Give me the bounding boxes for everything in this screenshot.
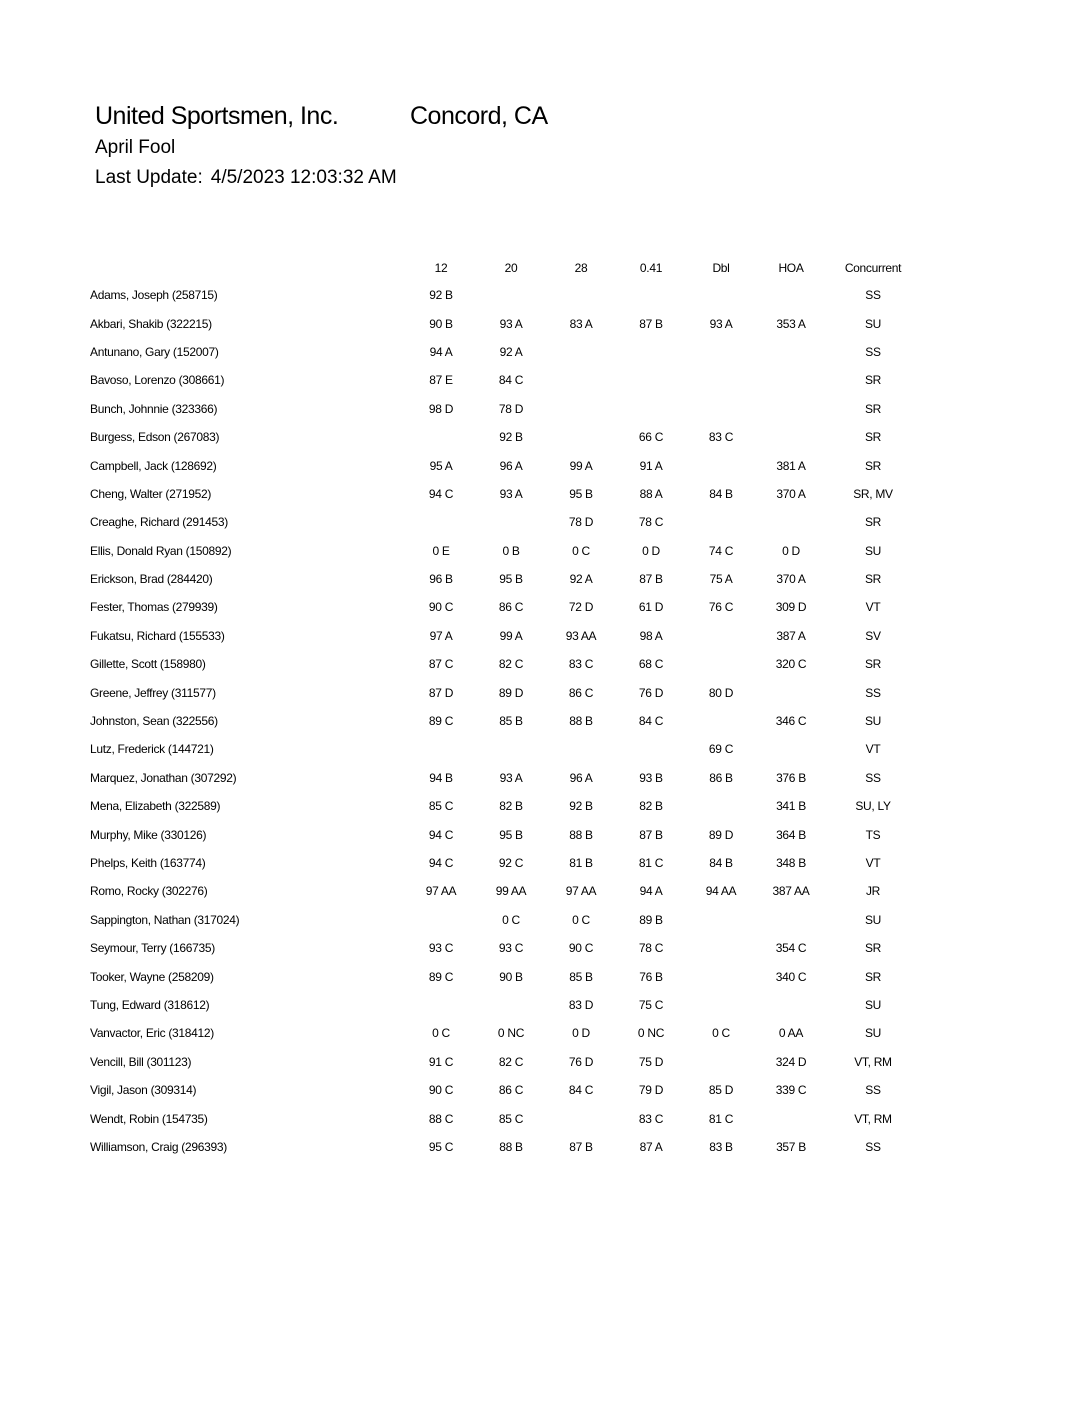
score-20-cell: 93 A	[499, 770, 523, 785]
concurrent-cell: TS	[865, 827, 881, 842]
score-hoa-cell	[756, 281, 826, 309]
table-row	[90, 451, 920, 479]
score-20-cell: 92 C	[498, 856, 524, 870]
score-410-cell: 88 A	[639, 486, 663, 501]
concurrent-cell: SR, MV	[853, 486, 893, 501]
concurrent-cell: VT, RM	[854, 1054, 892, 1069]
score-12-cell: 91 C	[428, 1054, 454, 1069]
event-name: April Fool	[95, 137, 176, 158]
score-20-cell: 85 B	[499, 714, 523, 729]
score-410-cell: 98 A	[639, 628, 663, 643]
table-row	[90, 792, 920, 820]
table-row	[90, 1048, 920, 1076]
shooter-name-cell: Tung, Edward (318612)	[90, 997, 210, 1012]
concurrent-cell: VT	[865, 600, 881, 615]
concurrent-cell: SV	[865, 628, 881, 643]
score-dbl-cell	[686, 1048, 756, 1076]
score-12-cell: 0 E	[432, 543, 450, 558]
concurrent-cell: SU	[864, 997, 882, 1012]
score-12-cell	[406, 423, 476, 451]
score-28-cell	[546, 1104, 616, 1132]
score-20-cell	[476, 991, 546, 1019]
score-12-cell: 94 A	[429, 344, 453, 359]
score-28-cell: 83 A	[569, 316, 593, 331]
score-dbl-cell: 86 B	[709, 770, 733, 785]
score-28-cell: 78 D	[568, 515, 594, 530]
last-update	[95, 166, 397, 190]
table-row	[90, 366, 920, 394]
club-location: Concord, CA	[410, 102, 548, 130]
score-12-cell	[406, 991, 476, 1019]
score-dbl-cell	[686, 962, 756, 990]
score-28-cell: 88 B	[569, 827, 593, 842]
score-hoa-cell	[756, 678, 826, 706]
score-28-cell: 92 A	[569, 572, 593, 587]
score-hoa-cell: 387 AA	[772, 884, 810, 899]
score-hoa-cell	[756, 508, 826, 536]
shooter-name-cell: Fester, Thomas (279939)	[90, 600, 218, 615]
score-hoa-cell	[756, 366, 826, 394]
score-410-cell: 87 B	[639, 827, 663, 842]
score-hoa-cell: 0 AA	[778, 1026, 804, 1041]
score-410-cell: 87 A	[639, 1139, 663, 1154]
score-12-cell: 93 C	[428, 941, 454, 956]
score-hoa-cell	[756, 906, 826, 934]
shooter-name-cell: Greene, Jeffrey (311577)	[90, 685, 216, 700]
score-410-cell: 89 B	[639, 912, 663, 927]
score-hoa-cell: 346 C	[775, 714, 807, 729]
score-20-cell	[476, 508, 546, 536]
shooter-name-cell: Antunano, Gary (152007)	[90, 344, 219, 359]
score-28-cell: 86 C	[568, 685, 594, 700]
table-row	[90, 849, 920, 877]
club-name: United Sportsmen, Inc.	[95, 102, 339, 130]
score-20-cell: 86 C	[498, 600, 524, 615]
header-row	[90, 254, 920, 281]
shooter-name-cell: Campbell, Jack (128692)	[90, 458, 217, 473]
shooter-name-cell: Fukatsu, Richard (155533)	[90, 628, 225, 643]
score-hoa-cell: 309 D	[775, 600, 807, 615]
score-hoa-cell: 387 A	[776, 628, 806, 643]
score-410-cell: 61 D	[638, 600, 664, 615]
score-20-cell: 92 B	[499, 430, 523, 445]
score-410-cell: 94 A	[639, 884, 663, 899]
score-12-cell: 95 C	[428, 1139, 454, 1154]
shooter-name-cell: Creaghe, Richard (291453)	[90, 515, 228, 530]
score-dbl-cell: 93 A	[709, 316, 733, 331]
concurrent-cell: SS	[865, 1139, 881, 1154]
score-28-cell: 92 B	[569, 799, 593, 814]
table-row	[90, 338, 920, 366]
concurrent-cell: SS	[865, 1083, 881, 1098]
score-28-cell: 93 AA	[565, 628, 597, 643]
concurrent-cell: SR	[864, 572, 882, 587]
score-410-cell: 78 C	[638, 941, 664, 956]
table-row	[90, 735, 920, 763]
score-12-cell: 89 C	[428, 969, 454, 984]
score-12-cell	[406, 735, 476, 763]
score-12-cell: 94 C	[428, 856, 454, 870]
score-12-cell	[406, 508, 476, 536]
table-row	[90, 962, 920, 990]
concurrent-cell: SU, LY	[855, 799, 891, 814]
score-dbl-cell	[686, 395, 756, 423]
table-row	[90, 395, 920, 423]
score-28-cell: 85 B	[569, 969, 593, 984]
concurrent-cell: SR	[864, 458, 882, 473]
score-12-cell: 0 C	[432, 1026, 450, 1041]
score-12-cell: 89 C	[428, 714, 454, 729]
score-dbl-cell: 84 B	[709, 856, 733, 870]
score-hoa-cell: 370 A	[776, 572, 806, 587]
score-410-cell: 76 B	[639, 969, 663, 984]
score-410-cell: 82 B	[639, 799, 663, 814]
score-hoa-cell: 357 B	[776, 1139, 806, 1154]
score-410-cell: 91 A	[639, 458, 663, 473]
score-20-cell: 93 A	[499, 316, 523, 331]
table-row	[90, 508, 920, 536]
score-28-cell	[546, 338, 616, 366]
shooter-name-cell: Lutz, Frederick (144721)	[90, 742, 214, 757]
concurrent-cell: SS	[865, 288, 881, 303]
score-hoa-cell: 370 A	[776, 486, 806, 501]
score-28-cell: 95 B	[569, 486, 593, 501]
shooter-name-cell: Bunch, Johnnie (323366)	[90, 401, 218, 416]
score-28-cell: 83 C	[568, 657, 594, 672]
score-20-cell: 84 C	[498, 373, 524, 388]
score-dbl-cell: 69 C	[708, 742, 734, 757]
score-hoa-cell	[756, 1104, 826, 1132]
concurrent-cell: SR	[864, 657, 882, 672]
score-410-cell: 66 C	[638, 430, 664, 445]
score-28-cell: 87 B	[569, 1139, 593, 1154]
score-hoa-cell	[756, 735, 826, 763]
score-28-cell: 97 AA	[565, 884, 597, 899]
table-row	[90, 565, 920, 593]
score-20-cell: 89 D	[498, 685, 524, 700]
score-28-cell: 0 C	[572, 912, 590, 927]
shooter-name-cell: Murphy, Mike (330126)	[90, 827, 207, 842]
score-20-cell: 93 C	[498, 941, 524, 956]
score-410-cell: 83 C	[638, 1111, 664, 1126]
shooter-name-cell: Erickson, Brad (284420)	[90, 572, 213, 587]
score-12-cell: 94 C	[428, 486, 454, 501]
score-hoa-cell: 341 B	[776, 799, 806, 814]
table-row	[90, 678, 920, 706]
table-row	[90, 877, 920, 905]
column-header-shooter	[90, 254, 406, 281]
column-header-12: 12	[434, 260, 448, 275]
score-20-cell: 92 A	[499, 344, 523, 359]
score-hoa-cell: 364 B	[776, 827, 806, 842]
score-20-cell: 96 A	[499, 458, 523, 473]
score-hoa-cell: 376 B	[776, 770, 806, 785]
score-20-cell: 82 C	[498, 1054, 524, 1069]
score-410-cell: 75 C	[638, 997, 664, 1012]
score-dbl-cell	[686, 991, 756, 1019]
score-dbl-cell	[686, 934, 756, 962]
score-dbl-cell	[686, 508, 756, 536]
concurrent-cell: SU	[864, 714, 882, 729]
score-410-cell: 79 D	[638, 1083, 664, 1098]
score-20-cell: 86 C	[498, 1083, 524, 1098]
score-28-cell: 83 D	[568, 997, 594, 1012]
score-20-cell: 85 C	[498, 1111, 524, 1126]
score-dbl-cell	[686, 622, 756, 650]
score-28-cell: 99 A	[569, 458, 593, 473]
table-row	[90, 934, 920, 962]
table-row	[90, 820, 920, 848]
score-20-cell: 88 B	[499, 1139, 523, 1154]
concurrent-cell: SU	[864, 316, 882, 331]
score-dbl-cell: 0 C	[712, 1026, 730, 1041]
column-header-28: 28	[574, 260, 588, 275]
score-dbl-cell: 83 B	[709, 1139, 733, 1154]
score-12-cell: 98 D	[428, 401, 454, 416]
table-row	[90, 537, 920, 565]
score-dbl-cell: 83 C	[708, 430, 734, 445]
table-row	[90, 1019, 920, 1047]
score-12-cell: 96 B	[429, 572, 453, 587]
shooter-name-cell: Romo, Rocky (302276)	[90, 884, 208, 899]
score-dbl-cell: 94 AA	[705, 884, 737, 899]
score-dbl-cell: 89 D	[708, 827, 734, 842]
concurrent-cell: VT	[865, 856, 881, 870]
table-row	[90, 593, 920, 621]
score-hoa-cell: 0 D	[782, 543, 800, 558]
score-hoa-cell	[756, 991, 826, 1019]
score-20-cell: 0 NC	[497, 1026, 525, 1041]
score-28-cell: 96 A	[569, 770, 593, 785]
table-row	[90, 707, 920, 735]
concurrent-cell: SR	[864, 430, 882, 445]
table-row	[90, 1133, 920, 1161]
column-header-concurrent: Concurrent	[844, 260, 902, 275]
score-hoa-cell: 354 C	[775, 941, 807, 956]
score-28-cell	[546, 423, 616, 451]
shooter-name-cell: Burgess, Edson (267083)	[90, 430, 220, 445]
score-28-cell: 84 C	[568, 1083, 594, 1098]
shooter-name-cell: Marquez, Jonathan (307292)	[90, 770, 237, 785]
table-row	[90, 309, 920, 337]
column-header-410: 0.41	[639, 260, 663, 275]
table-row	[90, 1076, 920, 1104]
concurrent-cell: SR	[864, 401, 882, 416]
score-410-cell: 0 NC	[637, 1026, 665, 1041]
shooter-name-cell: Cheng, Walter (271952)	[90, 486, 212, 501]
score-20-cell	[476, 735, 546, 763]
concurrent-cell: SU	[864, 1026, 882, 1041]
column-header-hoa: HOA	[778, 260, 804, 275]
score-410-cell	[616, 735, 686, 763]
concurrent-cell: SU	[864, 912, 882, 927]
table-row	[90, 906, 920, 934]
table-row	[90, 650, 920, 678]
shooter-name-cell: Bavoso, Lorenzo (308661)	[90, 373, 225, 388]
shooter-name-cell: Gillette, Scott (158980)	[90, 657, 206, 672]
score-28-cell: 0 C	[572, 543, 590, 558]
shooter-name-cell: Tooker, Wayne (258209)	[90, 969, 214, 984]
score-dbl-cell: 81 C	[708, 1111, 734, 1126]
shooter-name-cell: Mena, Elizabeth (322589)	[90, 799, 221, 814]
score-28-cell: 88 B	[569, 714, 593, 729]
score-20-cell: 99 A	[499, 628, 523, 643]
score-410-cell: 75 D	[638, 1054, 664, 1069]
score-20-cell: 78 D	[498, 401, 524, 416]
score-410-cell	[616, 281, 686, 309]
score-dbl-cell	[686, 451, 756, 479]
concurrent-cell: SR	[864, 515, 882, 530]
scores-table	[90, 254, 920, 1161]
concurrent-cell: SR	[864, 969, 882, 984]
score-dbl-cell: 74 C	[708, 543, 734, 558]
score-20-cell: 95 B	[499, 827, 523, 842]
score-12-cell: 97 A	[429, 628, 453, 643]
score-410-cell: 93 B	[639, 770, 663, 785]
concurrent-cell: VT	[865, 742, 881, 757]
concurrent-cell: VT, RM	[854, 1111, 892, 1126]
score-12-cell: 87 C	[428, 657, 454, 672]
score-20-cell	[476, 281, 546, 309]
score-12-cell: 94 B	[429, 770, 453, 785]
shooter-name-cell: Ellis, Donald Ryan (150892)	[90, 543, 232, 558]
concurrent-cell: SR	[864, 373, 882, 388]
score-dbl-cell: 75 A	[709, 572, 733, 587]
concurrent-cell: SS	[865, 770, 881, 785]
score-410-cell: 84 C	[638, 714, 664, 729]
score-28-cell	[546, 366, 616, 394]
shooter-name-cell: Sappington, Nathan (317024)	[90, 912, 240, 927]
table-row	[90, 281, 920, 309]
score-28-cell: 81 B	[569, 856, 593, 870]
score-12-cell	[406, 906, 476, 934]
score-dbl-cell	[686, 650, 756, 678]
score-dbl-cell	[686, 281, 756, 309]
table-row	[90, 423, 920, 451]
shooter-name-cell: Adams, Joseph (258715)	[90, 288, 218, 303]
score-12-cell: 97 AA	[425, 884, 457, 899]
score-hoa-cell: 340 C	[775, 969, 807, 984]
score-12-cell: 87 D	[428, 685, 454, 700]
score-12-cell: 85 C	[428, 799, 454, 814]
score-hoa-cell	[756, 338, 826, 366]
score-20-cell: 82 C	[498, 657, 524, 672]
shooter-name-cell: Phelps, Keith (163774)	[90, 856, 206, 870]
shooter-name-cell: Vencill, Bill (301123)	[90, 1054, 192, 1069]
table-row	[90, 480, 920, 508]
score-28-cell: 90 C	[568, 941, 594, 956]
score-20-cell: 0 B	[502, 543, 520, 558]
score-12-cell: 87 E	[429, 373, 453, 388]
shooter-name-cell: Johnston, Sean (322556)	[90, 714, 218, 729]
score-dbl-cell: 76 C	[708, 600, 734, 615]
score-hoa-cell: 353 A	[776, 316, 806, 331]
last-update-value: 4/5/2023 12:03:32 AM	[210, 167, 397, 188]
concurrent-cell: SS	[865, 685, 881, 700]
score-410-cell	[616, 366, 686, 394]
score-hoa-cell: 348 B	[776, 856, 806, 870]
score-20-cell: 95 B	[499, 572, 523, 587]
score-hoa-cell: 339 C	[775, 1083, 807, 1098]
score-28-cell: 0 D	[572, 1026, 590, 1041]
score-20-cell: 82 B	[499, 799, 523, 814]
score-410-cell	[616, 395, 686, 423]
score-dbl-cell: 84 B	[709, 486, 733, 501]
score-12-cell: 94 C	[428, 827, 454, 842]
score-hoa-cell: 320 C	[775, 657, 807, 672]
shooter-name-cell: Vanvactor, Eric (318412)	[90, 1026, 214, 1041]
table-row	[90, 622, 920, 650]
concurrent-cell: SU	[864, 543, 882, 558]
score-hoa-cell	[756, 423, 826, 451]
score-410-cell	[616, 338, 686, 366]
score-20-cell: 0 C	[502, 912, 520, 927]
shooter-name-cell: Seymour, Terry (166735)	[90, 941, 215, 956]
score-410-cell: 78 C	[638, 515, 664, 530]
score-28-cell: 76 D	[568, 1054, 594, 1069]
score-410-cell: 68 C	[638, 657, 664, 672]
concurrent-cell: JR	[865, 884, 881, 899]
shooter-name-cell: Akbari, Shakib (322215)	[90, 316, 212, 331]
score-dbl-cell: 80 D	[708, 685, 734, 700]
score-410-cell: 0 D	[642, 543, 660, 558]
last-update-label: Last Update:	[95, 167, 203, 188]
score-hoa-cell	[756, 395, 826, 423]
concurrent-cell: SR	[864, 941, 882, 956]
score-410-cell: 76 D	[638, 685, 664, 700]
score-28-cell	[546, 395, 616, 423]
score-410-cell: 87 B	[639, 316, 663, 331]
score-12-cell: 90 B	[429, 316, 453, 331]
score-20-cell: 99 AA	[495, 884, 527, 899]
score-hoa-cell: 324 D	[775, 1054, 807, 1069]
score-20-cell: 90 B	[499, 969, 523, 984]
score-12-cell: 90 C	[428, 1083, 454, 1098]
score-28-cell	[546, 281, 616, 309]
table-row	[90, 1104, 920, 1132]
score-dbl-cell	[686, 338, 756, 366]
score-hoa-cell: 381 A	[776, 458, 806, 473]
table-row	[90, 764, 920, 792]
score-20-cell: 93 A	[499, 486, 523, 501]
score-410-cell: 87 B	[639, 572, 663, 587]
score-12-cell: 92 B	[429, 288, 453, 303]
shooter-name-cell: Wendt, Robin (154735)	[90, 1111, 208, 1126]
shooter-name-cell: Williamson, Craig (296393)	[90, 1139, 227, 1154]
concurrent-cell: SS	[865, 344, 881, 359]
table-row	[90, 991, 920, 1019]
score-12-cell: 90 C	[428, 600, 454, 615]
score-28-cell	[546, 735, 616, 763]
score-dbl-cell	[686, 366, 756, 394]
score-dbl-cell	[686, 792, 756, 820]
score-12-cell: 95 A	[429, 458, 453, 473]
score-dbl-cell	[686, 707, 756, 735]
score-28-cell: 72 D	[568, 600, 594, 615]
score-12-cell: 88 C	[428, 1111, 454, 1126]
shooter-name-cell: Vigil, Jason (309314)	[90, 1083, 197, 1098]
score-410-cell: 81 C	[638, 856, 664, 870]
score-dbl-cell: 85 D	[708, 1083, 734, 1098]
column-header-dbl: Dbl	[712, 260, 730, 275]
column-header-20: 20	[504, 260, 518, 275]
score-dbl-cell	[686, 906, 756, 934]
